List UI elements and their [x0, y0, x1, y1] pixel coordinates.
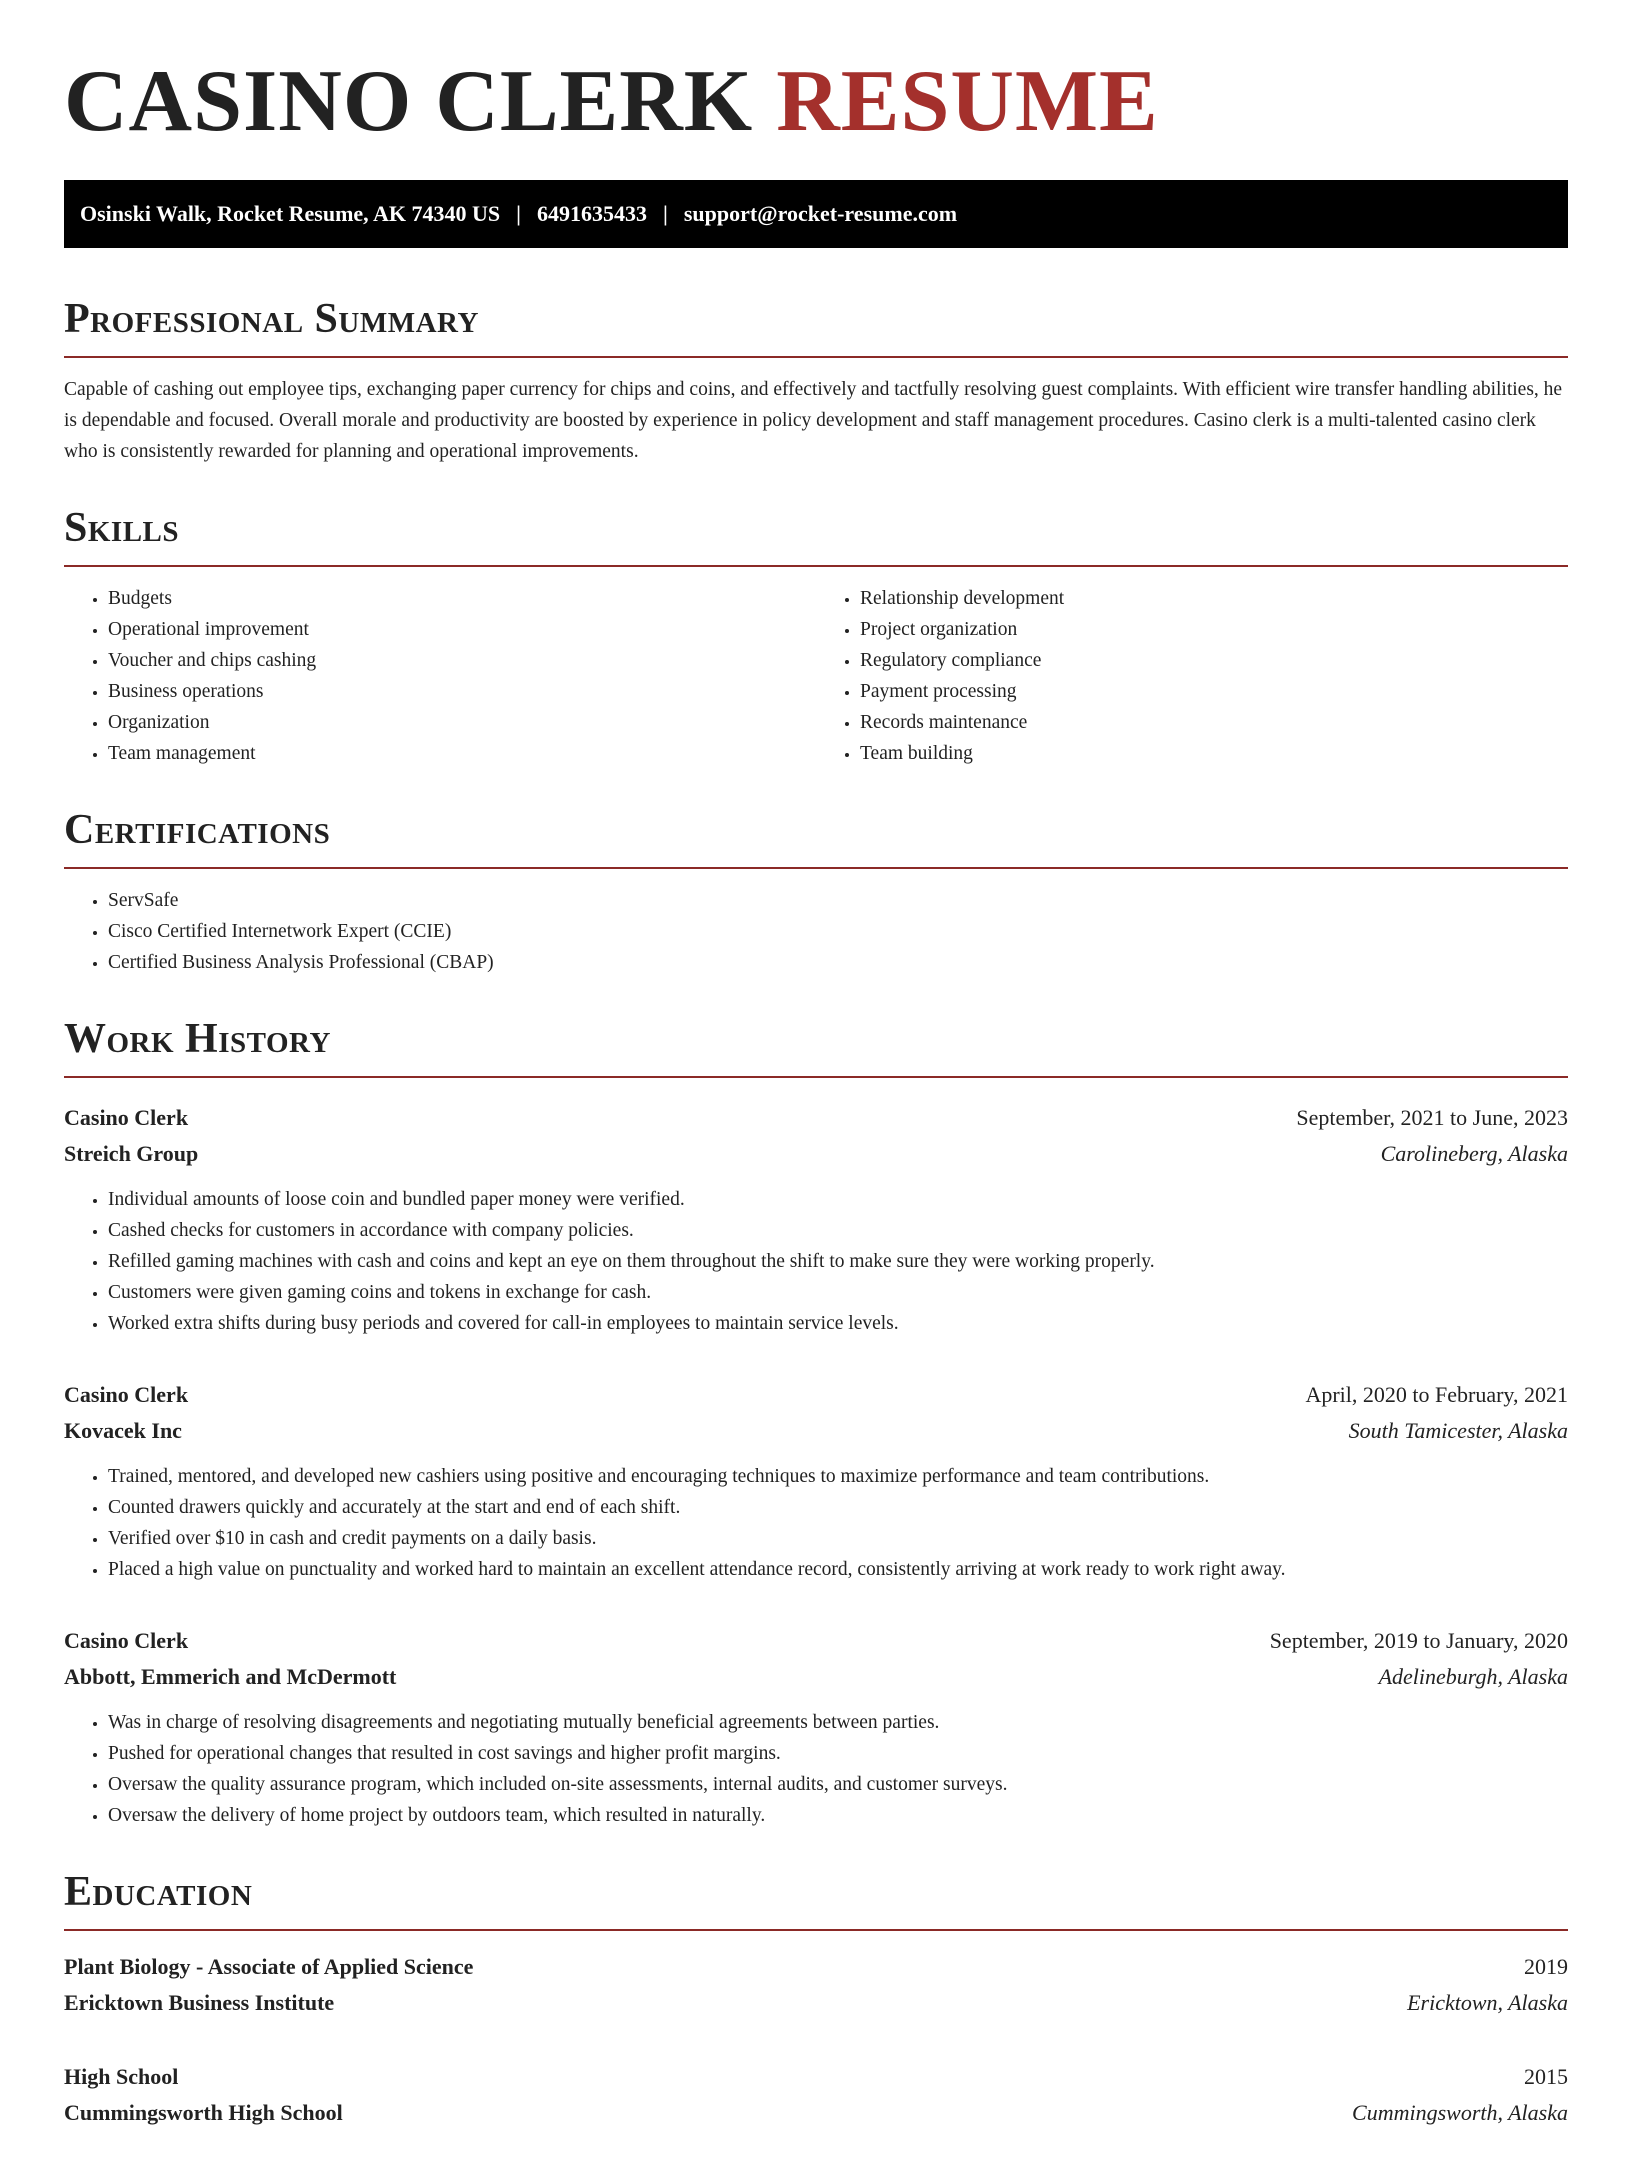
education-school: Cummingsworth High School: [64, 2100, 343, 2125]
certifications-list: [64, 885, 1568, 978]
job-entry: [64, 1100, 1568, 1339]
job-location: Adelineburgh, Alaska: [1378, 1664, 1568, 1689]
skill-item: • Relationship development: [860, 583, 1568, 614]
job-bullet: • Individual amounts of loose coin and bundled paper money were verified.: [108, 1184, 1568, 1215]
skills-heading: Skills: [64, 505, 180, 551]
job-dates: September, 2021 to June, 2023: [1296, 1105, 1568, 1130]
job-location: South Tamicester, Alaska: [1348, 1418, 1568, 1443]
job-dates: April, 2020 to February, 2021: [1305, 1382, 1568, 1407]
title-main: CASINO CLERK: [64, 53, 754, 150]
education-degree: Plant Biology - Associate of Applied Science: [64, 1954, 474, 1979]
job-bullet: • Was in charge of resolving disagreements and negotiating mutually beneficial agreements between parties.: [108, 1707, 1568, 1738]
skill-item: • Project organization: [860, 614, 1568, 645]
job-location: Carolineberg, Alaska: [1380, 1141, 1568, 1166]
education-year: 2015: [1524, 2064, 1568, 2089]
education-location: Ericktown, Alaska: [1407, 1990, 1568, 2015]
education-degree: High School: [64, 2064, 179, 2089]
resume-title: [64, 53, 1568, 150]
summary-text: Capable of cashing out employee tips, exchanging paper currency for chips and coins, and effectively and tactfully resolving guest complaints. With efficient wire transfer handling abilities, he is dependable and focused. Overall morale and productivity are boosted by experience in policy development and staff management procedures. Casino clerk is a multi-talented casino clerk who is consistently rewarded for planning and operational improvements.: [64, 379, 1563, 462]
skill-item: • Operational improvement: [108, 614, 816, 645]
education-entry: [64, 1949, 1568, 2021]
education-year: 2019: [1524, 1954, 1568, 1979]
skill-item: • Voucher and chips cashing: [108, 645, 816, 676]
section-divider: [64, 1076, 1568, 1078]
job-title: Casino Clerk: [64, 1382, 189, 1407]
education-location: Cummingsworth, Alaska: [1352, 2100, 1568, 2125]
summary-heading: Professional Summary: [64, 296, 479, 342]
certification-item: • Cisco Certified Internetwork Expert (CCIE): [108, 916, 1568, 947]
skill-item: • Team management: [108, 738, 816, 769]
job-bullet: • Customers were given gaming coins and tokens in exchange for cash.: [108, 1277, 1568, 1308]
education-school-row: [64, 2095, 1568, 2131]
job-title: Casino Clerk: [64, 1105, 189, 1130]
job-bullet: • Trained, mentored, and developed new cashiers using positive and encouraging techniques to maximize performance and team contributions.: [108, 1461, 1568, 1492]
job-title-row: [64, 1623, 1568, 1659]
section-divider: [64, 867, 1568, 869]
education-school: Ericktown Business Institute: [64, 1990, 335, 2015]
job-company: Abbott, Emmerich and McDermott: [64, 1664, 397, 1689]
skill-item: • Team building: [860, 738, 1568, 769]
skill-item: • Budgets: [108, 583, 816, 614]
education-degree-row: [64, 2059, 1568, 2095]
job-company: Kovacek Inc: [64, 1418, 182, 1443]
job-entry: [64, 1377, 1568, 1585]
job-company-row: [64, 1136, 1568, 1172]
education-heading: Education: [64, 1869, 253, 1915]
skill-item: • Regulatory compliance: [860, 645, 1568, 676]
skill-item: • Payment processing: [860, 676, 1568, 707]
skill-item: • Organization: [108, 707, 816, 738]
skill-item: • Records maintenance: [860, 707, 1568, 738]
job-bullet: • Refilled gaming machines with cash and coins and kept an eye on them throughout the shift to make sure they were working properly.: [108, 1246, 1568, 1277]
education-section: [64, 1871, 1568, 2131]
title-accent: RESUME: [776, 53, 1159, 150]
contact-phone: 6491635433: [536, 201, 647, 226]
certification-item: • Certified Business Analysis Professional (CBAP): [108, 947, 1568, 978]
certification-item: • ServSafe: [108, 885, 1568, 916]
skills-list-left: [64, 583, 816, 769]
skill-item: • Business operations: [108, 676, 816, 707]
job-bullets: [64, 1707, 1568, 1831]
job-bullets: [64, 1184, 1568, 1339]
skills-section: [64, 507, 1568, 769]
job-entry: [64, 1623, 1568, 1831]
work-history-heading: Work History: [64, 1016, 331, 1062]
job-company-row: [64, 1413, 1568, 1449]
job-title: Casino Clerk: [64, 1628, 189, 1653]
job-title-row: [64, 1100, 1568, 1136]
summary-section: [64, 298, 1568, 467]
education-degree-row: [64, 1949, 1568, 1985]
contact-separator: |: [516, 201, 521, 226]
job-title-row: [64, 1377, 1568, 1413]
job-bullet: • Oversaw the quality assurance program, which included on-site assessments, internal audits, and customer surveys.: [108, 1769, 1568, 1800]
skills-grid: [64, 567, 1568, 769]
job-bullets: [64, 1461, 1568, 1585]
job-bullet: • Worked extra shifts during busy periods and covered for call-in employees to maintain service levels.: [108, 1308, 1568, 1339]
work-history-section: [64, 1018, 1568, 1831]
section-divider: [64, 1929, 1568, 1931]
contact-bar: [64, 180, 1568, 248]
job-bullet: • Verified over $10 in cash and credit payments on a daily basis.: [108, 1523, 1568, 1554]
section-divider: [64, 356, 1568, 358]
job-bullet: • Pushed for operational changes that resulted in cost savings and higher profit margins.: [108, 1738, 1568, 1769]
contact-address: Osinski Walk, Rocket Resume, AK 74340 US: [80, 201, 501, 226]
education-entry: [64, 2059, 1568, 2131]
certifications-section: [64, 809, 1568, 978]
job-bullet: • Cashed checks for customers in accordance with company policies.: [108, 1215, 1568, 1246]
job-bullet: • Counted drawers quickly and accurately at the start and end of each shift.: [108, 1492, 1568, 1523]
job-company-row: [64, 1659, 1568, 1695]
contact-email: support@rocket-resume.com: [683, 201, 958, 226]
job-dates: September, 2019 to January, 2020: [1269, 1628, 1568, 1653]
certifications-heading: Certifications: [64, 807, 331, 853]
skills-list-right: [816, 583, 1568, 769]
education-school-row: [64, 1985, 1568, 2021]
contact-separator: |: [662, 201, 668, 226]
job-bullet: • Placed a high value on punctuality and worked hard to maintain an excellent attendance record, consistently arriving at work ready to work right away.: [108, 1554, 1568, 1585]
job-company: Streich Group: [64, 1141, 199, 1166]
job-bullet: • Oversaw the delivery of home project by outdoors team, which resulted in naturally.: [108, 1800, 1568, 1831]
